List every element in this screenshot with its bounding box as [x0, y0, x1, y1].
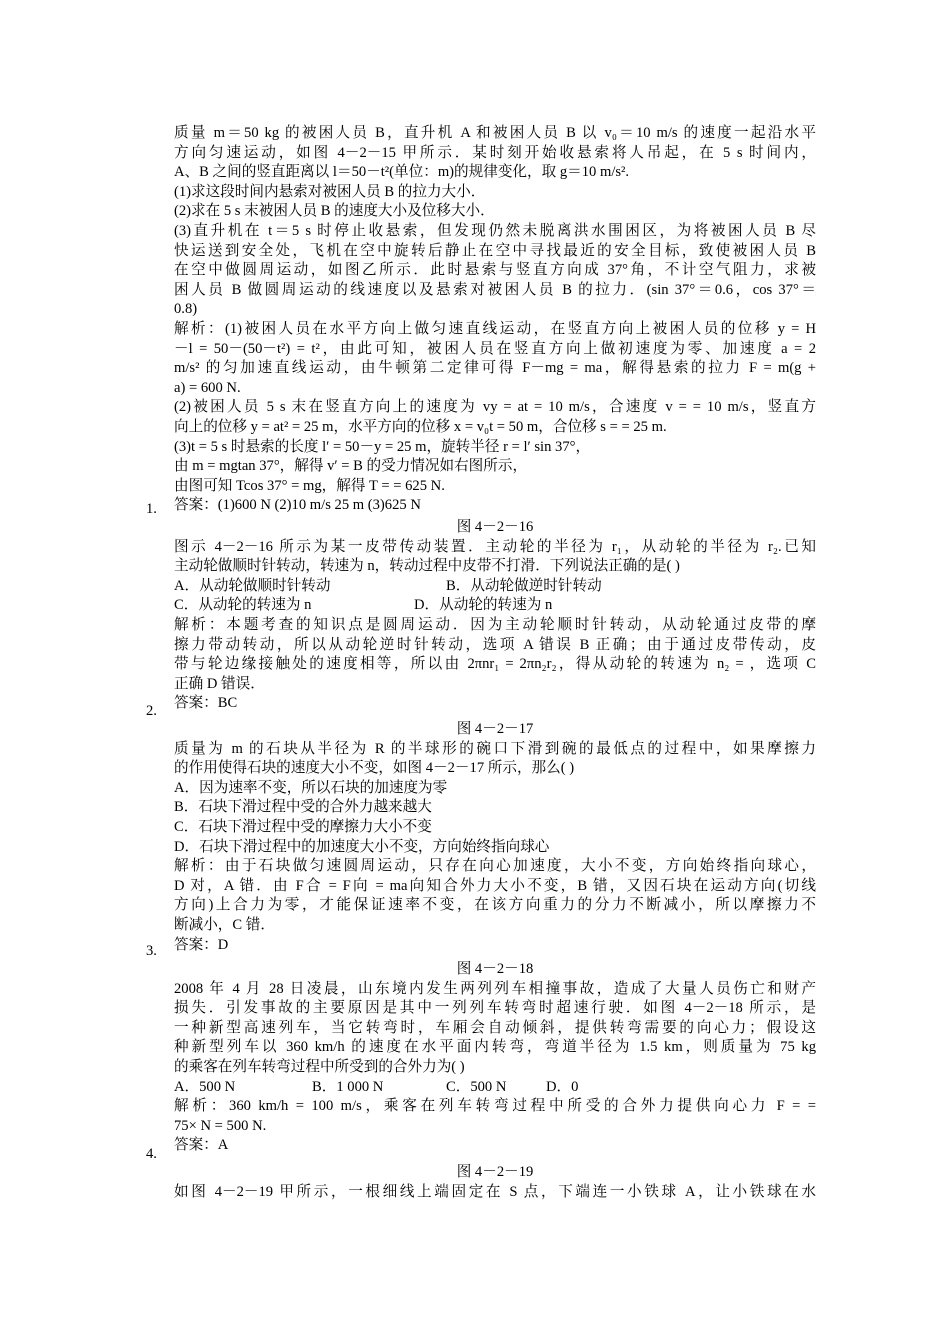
text-line: (1)求这段时间内悬索对被困人员 B 的拉力大小． — [174, 183, 486, 200]
problem-number: 4. — [146, 1146, 157, 1162]
option: D．0 — [546, 1078, 579, 1095]
answer-line: 答案：BC — [174, 695, 238, 712]
analysis-line: 解析：由于石块做匀速圆周运动，只存在向心加速度，大小不变，方向始终指向球心， — [174, 858, 816, 875]
text-line: 在空中做圆周运动，如图乙所示．此时悬索与竖直方向成 37°角，不计空气阻力，求被 — [174, 262, 816, 279]
analysis-line: 由图可知 Tcos 37° = mg，解得 T = = 625 N. — [174, 477, 445, 494]
option: A．因为速率不变，所以石块的加速度为零 — [174, 779, 448, 796]
text-line: 0.8) — [174, 301, 198, 318]
analysis-line: －l = 50－(50－t²) = t²，由此可知，被困人员在竖直方向上做初速度为零、加速度 a = 2 — [174, 340, 816, 357]
option-row — [174, 1078, 816, 1098]
text-line: 快运送到安全处，飞机在空中旋转后静止在空中寻找最近的安全目标，致使被困人员 B — [174, 242, 816, 259]
text-line: 的作用使得石块的速度大小不变，如图 4－2－17 所示，那么( ) — [174, 760, 575, 777]
option-row — [174, 577, 816, 597]
text-line: 主动轮做顺时针转动，转速为 n，转动过程中皮带不打滑．下列说法正确的是( ) — [174, 558, 680, 575]
top-problem — [174, 124, 816, 516]
text-line: 的乘客在列车转弯过程中所受到的合外力为( ) — [174, 1058, 465, 1075]
analysis-line: 带与轮边缘接触处的速度相等，所以由 2πnr₁ = 2πn₂r₂，得从动轮的转速为 n₂ = ，选项 C — [174, 656, 816, 673]
option: D．石块下滑过程中的加速度大小不变，方向始终指向球心 — [174, 838, 550, 855]
text-line: 质量 m＝50 kg 的被困人员 B，直升机 A 和被困人员 B 以 v₀＝10 m/s 的速度一起沿水平 — [174, 125, 816, 141]
figure-caption: 图 4－2－18 — [456, 961, 534, 977]
analysis-line: 向上的位移 y = at² = 25 m，水平方向的位移 x = v₀t = 50 m，合位移 s = = 25 m. — [174, 418, 667, 435]
analysis-line: (2)被困人员 5 s 末在竖直方向上的速度为 vy = at = 10 m/s，合速度 v = = 10 m/s，竖直方 — [174, 399, 816, 416]
option: B．石块下滑过程中受的合外力越来越大 — [174, 799, 432, 816]
analysis-line: 解析：360 km/h = 100 m/s，乘客在列车转弯过程中所受的合外力提供向心力 F = = — [174, 1098, 816, 1115]
problem-2 — [174, 720, 816, 955]
analysis-line: 解析：本题考查的知识点是圆周运动．因为主动轮顺时针转动，从动轮通过皮带的摩 — [174, 616, 816, 633]
problem-number: 1. — [146, 501, 157, 517]
text-line: (3)直升机在 t＝5 s 时停止收悬索，但发现仍然未脱离洪水围困区，为将被困人员 B 尽 — [174, 222, 816, 239]
analysis-line: m/s² 的匀加速直线运动，由牛顿第二定律可得 F－mg = ma，解得悬索的拉力 F = m(g + — [174, 360, 816, 377]
analysis-line: 擦力带动转动，所以从动轮逆时针转动，选项 A 错误 B 正确；由于通过皮带传动，皮 — [174, 636, 816, 653]
text-line: 一种新型高速列车，当它转弯时，车厢会自动倾斜，提供转弯需要的向心力；假设这 — [174, 1019, 816, 1036]
answer-line: 答案：A — [174, 1137, 229, 1154]
analysis-line: 75× N = 500 N. — [174, 1117, 267, 1134]
analysis-line: a) = 600 N. — [174, 379, 241, 396]
answer-line: 答案：D — [174, 936, 229, 953]
analysis-line: 由 m = mgtan 37°，解得 v′ = B 的受力情况如右图所示， — [174, 458, 528, 475]
text-line: 2008 年 4 月 28 日凌晨，山东境内发生两列列车相撞事故，造成了大量人员伤亡和财产 — [174, 980, 816, 997]
option: C．从动轮的转速为 n — [174, 597, 312, 614]
answer-line: 答案：(1)600 N (2)10 m/s 25 m (3)625 N — [174, 497, 421, 514]
analysis-line: (3)t = 5 s 时悬索的长度 l′ = 50－y = 25 m，旋转半径 r = l′ sin 37°， — [174, 438, 591, 455]
option: A．从动轮做顺时针转动 — [174, 577, 331, 594]
analysis-line: 正确 D 错误． — [174, 675, 265, 692]
problem-4 — [174, 1163, 816, 1202]
analysis-line: 方向)上合力为零，才能保证速率不变，在该方向重力的分力不断减小，所以摩擦力不 — [174, 897, 816, 914]
text-line: 种新型列车以 360 km/h 的速度在水平面内转弯，弯道半径为 1.5 km，则质量为 75 kg — [174, 1039, 816, 1056]
option: B．1 000 N — [312, 1078, 384, 1095]
option: B．从动轮做逆时针转动 — [446, 577, 602, 594]
option: C．石块下滑过程中受的摩擦力大小不变 — [174, 818, 432, 835]
analysis-line: 解析：(1)被困人员在水平方向上做匀速直线运动，在竖直方向上被困人员的位移 y = H — [174, 320, 816, 337]
text-line: 困人员 B 做圆周运动的线速度以及悬索对被困人员 B 的拉力．(sin 37°＝0.6，cos 37°＝ — [174, 281, 816, 298]
text-line: 方向匀速运动，如图 4－2－15 甲所示．某时刻开始收悬索将人吊起，在 5 s 时间内， — [174, 144, 816, 161]
text-line: (2)求在 5 s 末被困人员 B 的速度大小及位移大小． — [174, 203, 495, 220]
problem-number: 2. — [146, 703, 157, 719]
option: D．从动轮的转速为 n — [414, 597, 553, 614]
text-line: 损失．引发事故的主要原因是其中一列列车转弯时超速行驶．如图 4－2－18 所示，是 — [174, 1000, 816, 1017]
text-line: 如图 4－2－19 甲所示，一根细线上端固定在 S 点，下端连一小铁球 A，让小铁球在水 — [174, 1183, 816, 1200]
text-line: 图示 4－2－16 所示为某一皮带传动装置．主动轮的半径为 r₁，从动轮的半径为 r₂.已知 — [174, 538, 816, 555]
figure-caption: 图 4－2－16 — [456, 519, 534, 535]
figure-caption: 图 4－2－19 — [456, 1164, 534, 1180]
problem-number: 3. — [146, 943, 157, 959]
option: C．500 N — [446, 1078, 507, 1095]
text-line: A、B 之间的竖直距离以 l＝50－t²(单位：m)的规律变化，取 g＝10 m/s². — [174, 164, 630, 181]
text-line: 质量为 m 的石块从半径为 R 的半球形的碗口下滑到碗的最低点的过程中，如果摩擦力 — [174, 740, 816, 757]
option-row — [174, 596, 816, 616]
option: A．500 N — [174, 1078, 236, 1095]
problem-3 — [174, 960, 816, 1156]
analysis-line: 断减小，C 错． — [174, 916, 275, 933]
figure-caption: 图 4－2－17 — [456, 721, 534, 737]
problem-1 — [174, 518, 816, 714]
analysis-line: D 对，A 错．由 F合 = F向 = ma向知合外力大小不变，B 错，又因石块在运动方向(切线 — [174, 877, 816, 894]
